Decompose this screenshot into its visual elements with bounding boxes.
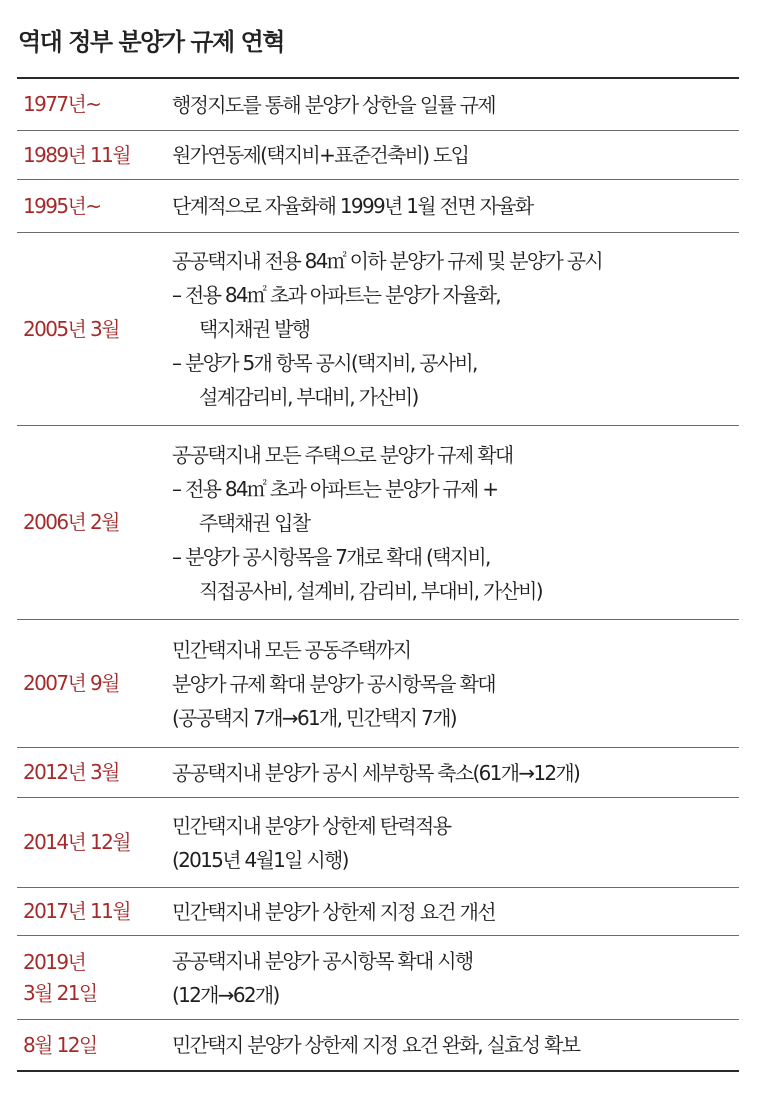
description-line: 설계감리비, 부대비, 가산비) <box>199 385 418 409</box>
table-row <box>17 748 739 798</box>
row-description <box>160 944 739 1012</box>
description-line: – 분양가 5개 항목 공시(택지비, 공사비, <box>172 351 477 375</box>
description-line: 분양가 규제 확대 분양가 공시항목을 확대 <box>172 671 495 696</box>
table-row <box>17 798 739 888</box>
description-line: – 분양가 공시항목을 7개로 확대 (택지비, <box>172 544 490 569</box>
description-line: (2015년 4월1일 시행) <box>172 847 348 872</box>
page-title: 역대 정부 분양가 규제 연혁 <box>18 28 284 56</box>
history-table <box>17 77 739 1072</box>
table-row <box>17 426 739 620</box>
date-line: 2006년 2월 <box>23 510 119 534</box>
date-line: 3월 21일 <box>23 980 97 1005</box>
row-description <box>160 438 739 608</box>
date-line: 2012년 3월 <box>23 760 119 784</box>
description-line: (12개→62개) <box>172 982 279 1007</box>
date-line: 2014년 12월 <box>23 830 130 854</box>
description-line: 공공택지내 모든 주택으로 분양가 규제 확대 <box>172 442 513 467</box>
row-date <box>17 896 160 927</box>
date-line: 1989년 11월 <box>23 142 130 167</box>
description-line: – 전용 84㎡ 초과 아파트는 분양가 규제 + <box>172 476 498 501</box>
row-date <box>17 140 160 171</box>
row-description <box>160 1028 739 1062</box>
description-line: 택지채권 발행 <box>199 317 310 341</box>
row-date <box>17 1030 160 1061</box>
description-line: (공공택지 7개→61개, 민간택지 7개) <box>172 705 456 730</box>
row-date <box>17 507 160 538</box>
description-line: 민간택지 분양가 상한제 지정 요건 완화, 실효성 확보 <box>172 1033 580 1057</box>
date-line: 2017년 11월 <box>23 899 130 923</box>
row-description <box>160 244 739 414</box>
row-date <box>17 314 160 345</box>
date-line: 2019년 <box>23 949 86 974</box>
description-line: 민간택지내 분양가 상한제 지정 요건 개선 <box>172 899 495 924</box>
date-line: 1995년~ <box>23 193 101 218</box>
date-line: 1977년~ <box>23 92 101 116</box>
row-date <box>17 191 160 222</box>
table-row <box>17 79 739 131</box>
table-row <box>17 131 739 180</box>
description-line: 공공택지내 분양가 공시 세부항목 축소(61개→12개) <box>172 760 580 785</box>
description-line: 민간택지내 모든 공동주택까지 <box>172 637 411 662</box>
description-line: 공공택지내 분양가 공시항목 확대 시행 <box>172 948 473 973</box>
row-description <box>160 633 739 735</box>
row-date <box>17 947 160 1009</box>
table-row <box>17 233 739 426</box>
description-line: 단계적으로 자율화해 1999년 1월 전면 자율화 <box>172 194 533 218</box>
description-line: – 전용 84㎡ 초과 아파트는 분양가 자율화, <box>172 283 500 307</box>
date-line: 2005년 3월 <box>23 316 119 341</box>
row-description <box>160 756 739 790</box>
date-line: 8월 12일 <box>23 1032 97 1057</box>
table-row <box>17 620 739 748</box>
table-row <box>17 936 739 1020</box>
row-date <box>17 827 160 858</box>
table-row <box>17 1020 739 1072</box>
row-description <box>160 809 739 877</box>
description-line: 행정지도를 통해 분양가 상한을 일률 규제 <box>172 92 495 117</box>
description-line: 공공택지내 전용 84㎡ 이하 분양가 규제 및 분양가 공시 <box>172 249 603 273</box>
row-date <box>17 89 160 120</box>
description-line: 직접공사비, 설계비, 감리비, 부대비, 가산비) <box>199 578 542 603</box>
row-description <box>160 88 739 122</box>
date-line: 2007년 9월 <box>23 671 119 695</box>
row-date <box>17 668 160 699</box>
table-row <box>17 888 739 936</box>
row-description <box>160 895 739 929</box>
description-line: 원가연동제(택지비+표준건축비) 도입 <box>172 143 469 167</box>
row-description <box>160 189 739 223</box>
description-line: 민간택지내 분양가 상한제 탄력적용 <box>172 813 451 838</box>
table-row <box>17 180 739 233</box>
description-line: 주택채권 입찰 <box>199 510 310 535</box>
row-date <box>17 757 160 788</box>
row-description <box>160 138 739 172</box>
